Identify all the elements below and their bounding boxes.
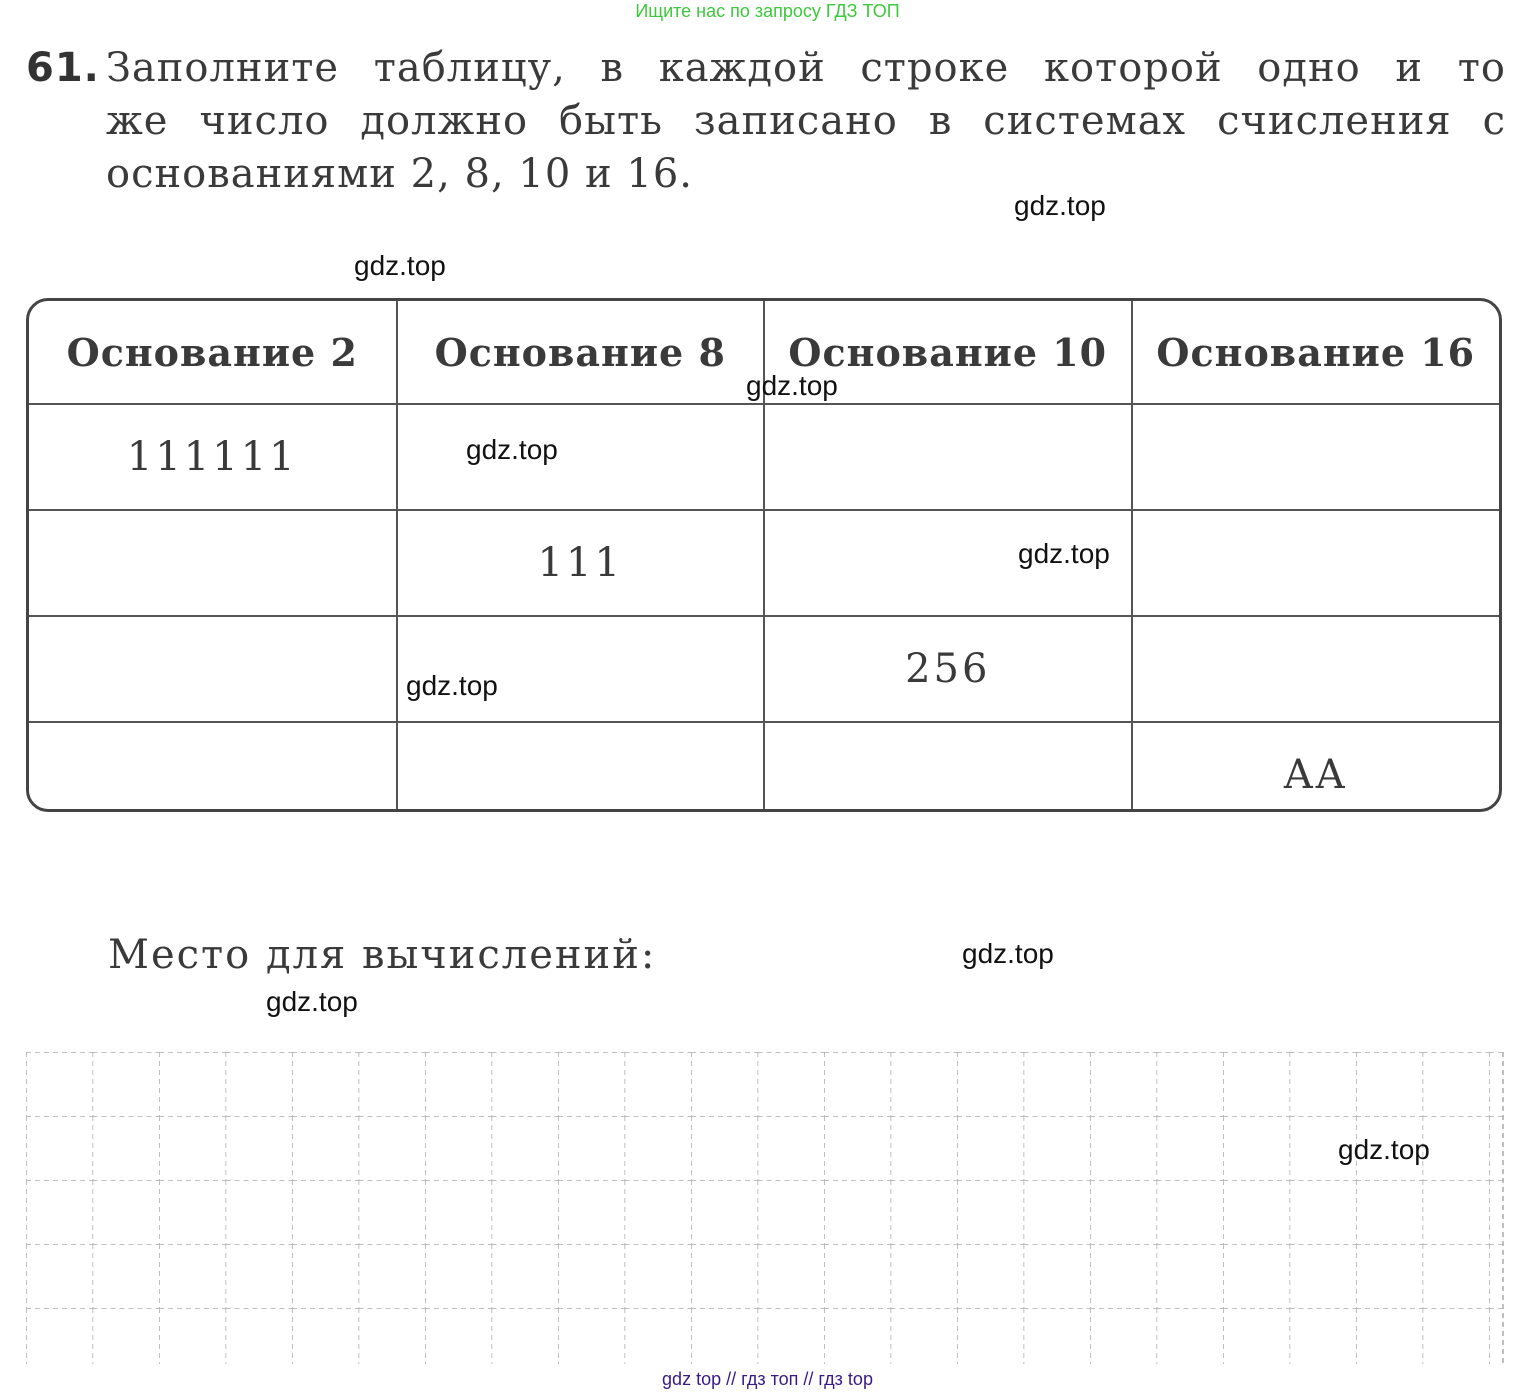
table-row (29, 404, 1499, 510)
calculation-grid (26, 1052, 1504, 1364)
watermark: gdz.top (406, 670, 498, 701)
watermark: gdz.top (354, 250, 446, 281)
table-cell (397, 722, 765, 812)
header-base-8: Основание 8 (397, 301, 765, 404)
table-cell (1132, 510, 1500, 616)
table-cell (29, 510, 397, 616)
task-line-3: основаниями 2, 8, 10 и 16. (106, 151, 693, 197)
calculation-area-title: Место для вычислений: (108, 932, 657, 978)
table-cell: AA (1132, 722, 1500, 812)
header-base-16: Основание 16 (1132, 301, 1500, 404)
table-cell (397, 616, 765, 722)
header-base-10: Основание 10 (764, 301, 1132, 404)
table-row (29, 510, 1499, 616)
table-cell (764, 404, 1132, 510)
table-cell (764, 722, 1132, 812)
watermark: gdz.top (1014, 190, 1106, 221)
watermark: gdz.top (266, 986, 358, 1017)
table-cell (397, 404, 765, 510)
table-cell (1132, 616, 1500, 722)
top-banner: Ищите нас по запросу ГДЗ ТОП (635, 1, 900, 21)
task-line-2: же число должно быть записано в системах счисления с (106, 98, 1506, 144)
watermark: gdz.top (1018, 538, 1110, 569)
table-cell: 256 (764, 616, 1132, 722)
task-number: 61. (26, 45, 100, 91)
header-base-2: Основание 2 (29, 301, 397, 404)
bottom-banner: gdz top // гдз топ // гдз top (662, 1369, 873, 1389)
watermark: gdz.top (466, 434, 558, 465)
watermark: gdz.top (746, 370, 838, 401)
task-statement (26, 42, 1506, 201)
table-cell (29, 722, 397, 812)
watermark: gdz.top (962, 938, 1054, 969)
table-cell (29, 616, 397, 722)
table-cell: 111 (397, 510, 765, 616)
task-line-1: Заполните таблицу, в каждой строке которой одно и то (106, 45, 1506, 91)
table-row (29, 722, 1499, 812)
table-row (29, 616, 1499, 722)
watermark: gdz.top (1338, 1134, 1430, 1165)
table-cell (1132, 404, 1500, 510)
table-cell: 111111 (29, 404, 397, 510)
